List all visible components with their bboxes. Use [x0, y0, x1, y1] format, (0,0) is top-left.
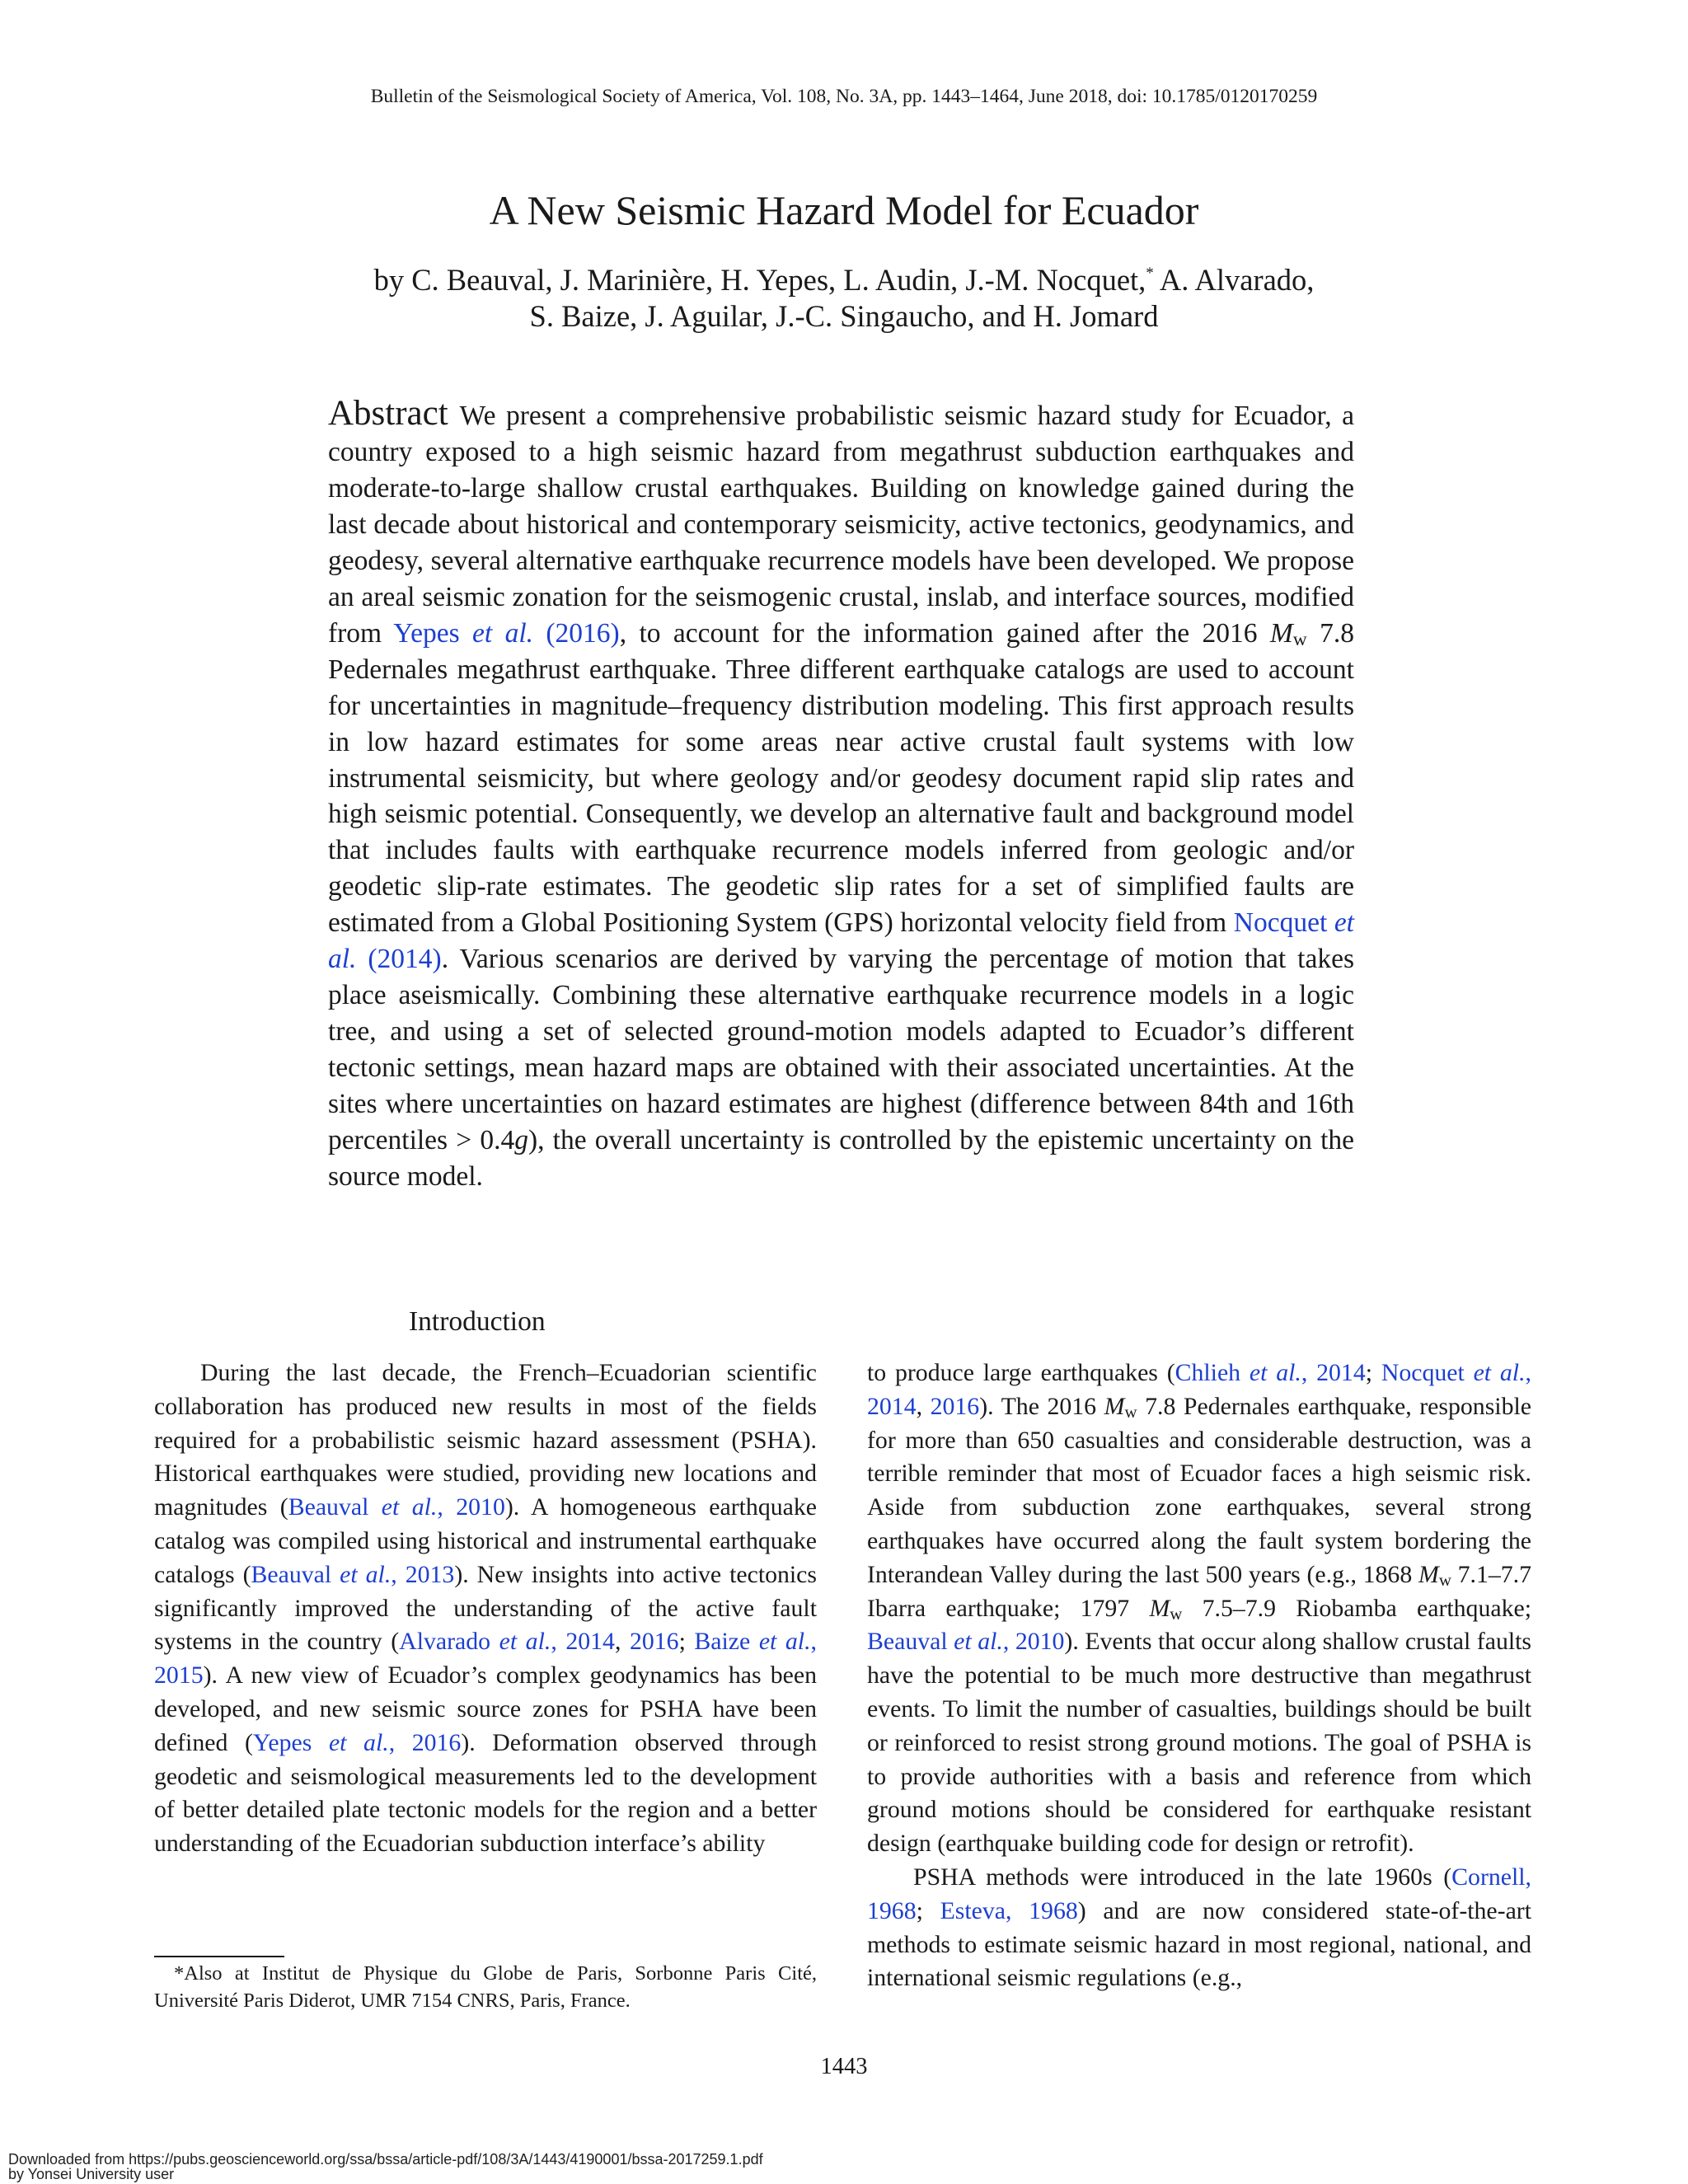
authors-line-2: S. Baize, J. Aguilar, J.-C. Singaucho, and H. Jomard — [529, 299, 1159, 333]
author-list — [0, 262, 1688, 335]
citation-link[interactable]: Chlieh et al., 2014 — [1175, 1359, 1366, 1386]
paragraph: to produce large earthquakes (Chlieh et al., 2014; Nocquet et al., 2014, 2016). The 2016 Mw 7.8 Pedernales earthquake, responsible for more than 650 casualties and considerable destruction, was a terrible reminder that most of Ecuador faces a high seismic risk. Aside from subduction zone earthquakes, several strong earthquakes have occurred along the fault system bordering the Interandean Valley during the last 500 years (e.g., 1868 Mw 7.1–7.7 Ibarra earthquake; 1797 Mw 7.5–7.9 Riobamba earthquake; Beauval et al., 2010). Events that occur along shallow crustal faults have the potential to be much more destructive than megathrust events. To limit the number of casualties, buildings should be built or reinforced to resist strong ground motions. The goal of PSHA is to provide authorities with a basis and reference from which ground motions should be considered for earthquake resistant design (earthquake building code for design or retrofit). — [867, 1359, 1532, 1858]
section-heading-introduction: Introduction — [409, 1306, 546, 1337]
download-url-line[interactable]: Downloaded from https://pubs.geoscienceworld.org/ssa/bssa/article-pdf/108/3A/1443/4190001/bssa-2017259.1.pdf — [8, 2151, 763, 2168]
paper-title: A New Seismic Hazard Model for Ecuador — [489, 187, 1199, 233]
magnitude-subscript: w — [1438, 1569, 1451, 1590]
citation-link[interactable]: Esteva, 1968 — [940, 1896, 1078, 1924]
abstract-text: ), the overall uncertainty is controlled by the epistemic uncertainty on the source model. — [328, 1125, 1354, 1193]
paragraph: During the last decade, the French–Ecuadorian scientific collaboration has produced new results in most of the fields required for a probabilistic seismic hazard assessment (PSHA). Historical earthquakes were studied, providing new locations and magnitudes (Beauval et al., 2010). A homogeneous earthquake catalog was compiled using historical and instrumental earthquake catalogs (Beauval et al., 2013). New insights into active tectonics significantly improved the understanding of the active fault systems in the country (Alvarado et al., 2014, 2016; Baize et al., 2015). A new view of Ecuador’s complex geodynamics has been developed, and new seismic source zones for PSHA have been defined (Yepes et al., 2016). Deformation observed through geodetic and seismological measurements led to the development of better detailed plate tectonic models for the region and a better understanding of the Ecuadorian subduction interface’s ability — [154, 1359, 818, 1858]
gravity-symbol: g — [514, 1125, 528, 1156]
magnitude-subscript: w — [1292, 628, 1307, 650]
abstract — [328, 396, 1354, 1195]
magnitude-subscript: w — [1170, 1603, 1183, 1624]
authors-line-1a: by C. Beauval, J. Marinière, H. Yepes, L. Audin, J.-M. Nocquet, — [373, 263, 1146, 297]
author-footnote-marker[interactable]: * — [1146, 265, 1154, 282]
citation-link[interactable]: Baize et al., 2015 — [154, 1628, 817, 1690]
paragraph: PSHA methods were introduced in the late 1960s (Cornell, 1968; Esteva, 1968) and are now considered state-of-the-art methods to estimate seismic hazard in most regional, national, and international seismic regulations (e.g., — [867, 1863, 1531, 1992]
authors-line-1b: A. Alvarado, — [1153, 263, 1315, 297]
abstract-text: . Various scenarios are derived by varying the percentage of motion that takes place aseismically. Combining these alternative earthquake recurrence models in a logic tree, and using a set of selected ground-motion models adapted to Ecuador’s different tectonic settings, mean hazard maps are obtained with their associated uncertainties. At the sites where uncertainties on hazard estimates are highest (difference between 84th and 16th percentiles > 0.4 — [328, 944, 1355, 1156]
abstract-heading: Abstract — [328, 394, 448, 433]
citation-link[interactable]: Nocquet et al., 2014 — [867, 1359, 1531, 1420]
download-user-line: by Yonsei University user — [8, 2166, 175, 2182]
download-notice — [8, 2152, 763, 2182]
magnitude-subscript: w — [1124, 1401, 1137, 1422]
citation-link[interactable]: 2016 — [629, 1628, 679, 1656]
citation-link[interactable]: Cornell, 1968 — [867, 1863, 1531, 1924]
magnitude-symbol: M — [1104, 1392, 1125, 1420]
citation-link[interactable]: Beauval et al., 2013 — [251, 1560, 455, 1588]
body-column-left — [154, 1357, 817, 1861]
page-number: 1443 — [820, 2054, 868, 2079]
citation-link[interactable]: Beauval et al., 2010 — [288, 1493, 505, 1521]
citation-link[interactable]: Yepes et al., 2016 — [252, 1728, 462, 1756]
citation-link[interactable]: Alvarado et al., 2014 — [399, 1628, 615, 1656]
citation-link[interactable]: 2016 — [930, 1392, 980, 1420]
abstract-text: , to account for the information gained after the 2016 — [619, 617, 1270, 649]
abstract-text: 7.8 Pedernales megathrust earthquake. Three different earthquake catalogs are used to account for uncertainties in magnitude–frequency distribution modeling. This first approach results in low hazard estimates for some areas near active crustal fault systems with low instrumental seismicity, but where geology and/or geodesy document rapid slip rates and high seismic potential. Consequently, we develop an alternative fault and background model that includes faults with earthquake recurrence models inferred from geologic and/or geodetic slip-rate estimates. The geodetic slip rates for a set of simplified faults are estimated from a Global Positioning System (GPS) horizontal velocity field from — [328, 617, 1354, 939]
citation-link[interactable]: Beauval et al., 2010 — [867, 1628, 1065, 1656]
magnitude-symbol: M — [1269, 617, 1293, 649]
abstract-text: We present a comprehensive probabilistic seismic hazard study for Ecuador, a country exposed to a high seismic hazard from megathrust subduction earthquakes and moderate-to-large shallow crustal earthquakes. Building on knowledge gained during the last decade about historical and contemporary seismicity, active tectonics, geodynamics, and geodesy, several alternative earthquake recurrence models have been developed. We propose an areal seismic zonation for the seismogenic crustal, inslab, and interface sources, modified from — [328, 401, 1354, 649]
footnote-text: *Also at Institut de Physique du Globe de Paris, Sorbonne Paris Cité, Université Paris Diderot, UMR 7154 CNRS, Paris, France. — [154, 1962, 817, 2012]
footnote-rule — [154, 1956, 284, 1957]
magnitude-symbol: M — [1149, 1594, 1170, 1622]
magnitude-symbol: M — [1418, 1560, 1439, 1588]
journal-citation: Bulletin of the Seismological Society of America, Vol. 108, No. 3A, pp. 1443–1464, June 2018, doi: 10.1785/0120170259 — [370, 86, 1318, 107]
citation-link[interactable]: Nocquet et al. (2014) — [328, 907, 1354, 975]
body-column-right — [867, 1357, 1531, 1995]
footnote — [154, 1960, 817, 2014]
citation-link[interactable]: Yepes et al. (2016) — [393, 617, 620, 649]
